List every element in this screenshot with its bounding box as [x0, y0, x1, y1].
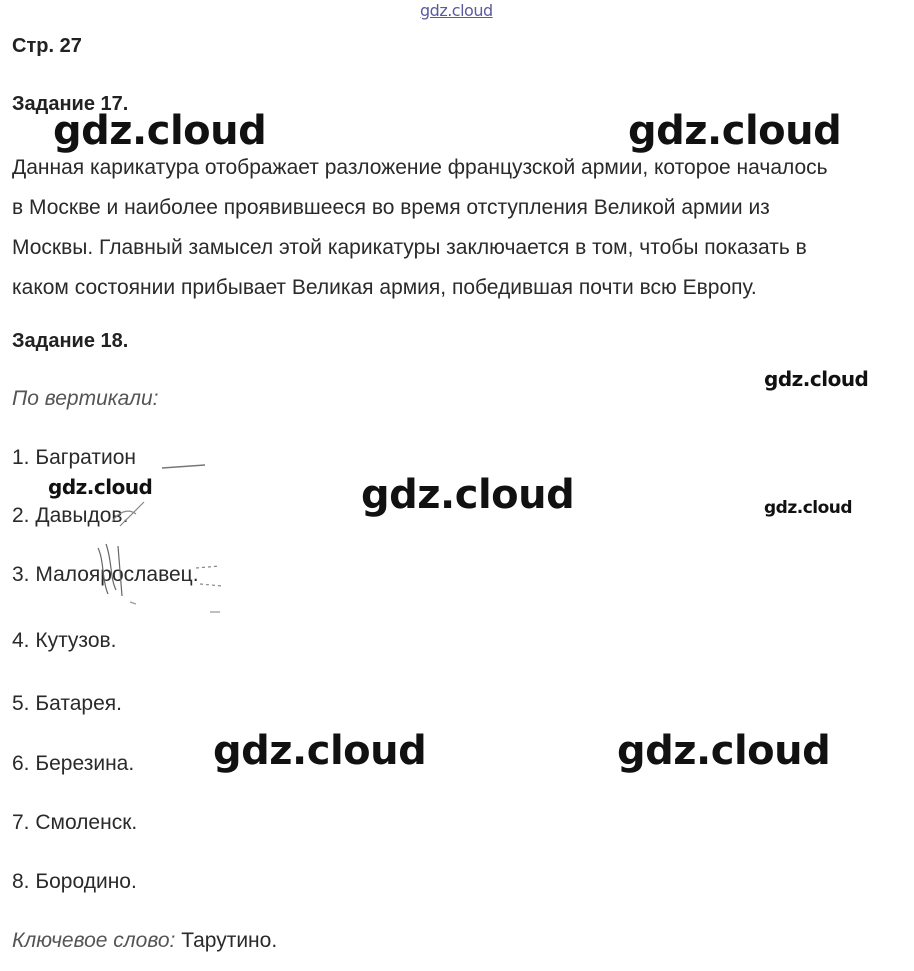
keyword-value: Тарутино. — [175, 929, 278, 952]
watermark: gdz.cloud — [213, 728, 427, 774]
watermark: gdz.cloud — [764, 498, 853, 518]
task17-line: каком состоянии прибывает Великая армия, победившая почти всю Европу. — [12, 276, 757, 299]
answer-item: 4. Кутузов. — [12, 629, 117, 652]
page-header: Стр. 27 — [12, 35, 82, 57]
task17-line: Данная карикатура отображает разложение французской армии, которое началось — [12, 156, 828, 179]
task18-subtitle: По вертикали: — [12, 387, 159, 410]
answer-item: 6. Березина. — [12, 752, 135, 775]
task17-title: Задание 17. — [12, 93, 129, 115]
watermark: gdz.cloud — [361, 472, 575, 518]
watermark: gdz.cloud — [53, 108, 267, 154]
watermark: gdz.cloud — [764, 367, 869, 391]
answer-item: 8. Бородино. — [12, 870, 137, 893]
task18-title: Задание 18. — [12, 330, 129, 352]
task17-line: в Москве и наиболее проявившееся во время отступления Великой армии из — [12, 196, 770, 219]
answer-item: 5. Батарея. — [12, 692, 122, 715]
watermark: gdz.cloud — [628, 108, 842, 154]
answer-item: 7. Смоленск. — [12, 811, 138, 834]
answer-item: 2. Давыдов. — [12, 504, 129, 527]
keyword-label: Ключевое слово: — [12, 929, 176, 952]
answer-item: 3. Малоярославец. — [12, 563, 199, 586]
task17-line: Москвы. Главный замысел этой карикатуры заключается в том, чтобы показать в — [12, 236, 807, 259]
watermark: gdz.cloud — [617, 728, 831, 774]
watermark: gdz.cloud — [48, 475, 153, 499]
answer-item: 1. Багратион — [12, 446, 136, 469]
watermark-top: gdz.cloud — [420, 1, 493, 20]
